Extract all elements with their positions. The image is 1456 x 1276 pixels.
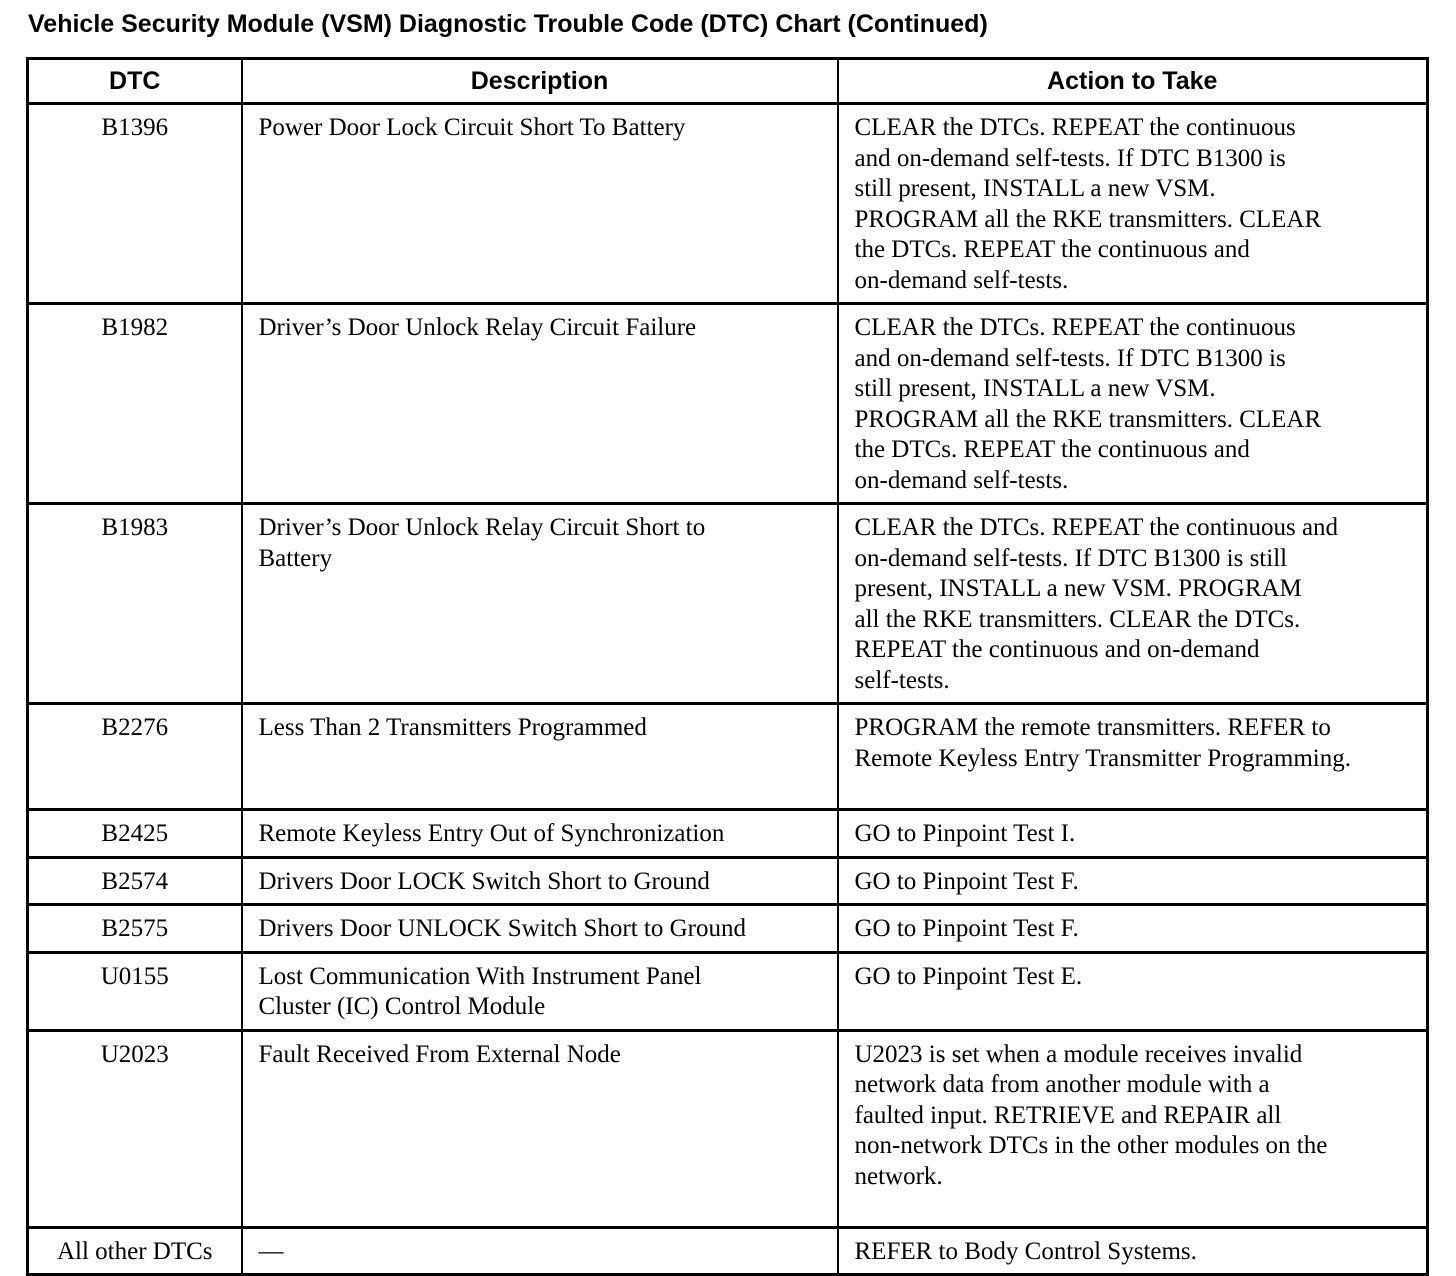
table-row (28, 905, 1428, 953)
action-cell: CLEAR the DTCs. REPEAT the continuous and on-demand self-tests. If DTC B1300 is still present, INSTALL a new VSM. PROGRAM all the RKE transmitters. CLEAR the DTCs. REPEAT the continuous and on-demand self-tests. (838, 504, 1428, 704)
description-cell: Drivers Door LOCK Switch Short to Ground (242, 857, 838, 905)
dtc-code-cell: U2023 (28, 1030, 242, 1227)
column-header-description: Description (242, 59, 838, 104)
description-cell: — (242, 1227, 838, 1275)
dtc-code-cell: B2276 (28, 704, 242, 810)
page-title: Vehicle Security Module (VSM) Diagnostic Trouble Code (DTC) Chart (Continued) (28, 10, 988, 38)
table-row (28, 857, 1428, 905)
table-row (28, 1030, 1428, 1227)
dtc-code-cell: U0155 (28, 952, 242, 1030)
column-header-dtc: DTC (28, 59, 242, 104)
action-cell: REFER to Body Control Systems. (838, 1227, 1428, 1275)
dtc-code-cell: B2425 (28, 810, 242, 858)
description-cell: Drivers Door UNLOCK Switch Short to Ground (242, 905, 838, 953)
table-row (28, 1227, 1428, 1275)
table-header-row (28, 59, 1428, 104)
dtc-code-cell: B1982 (28, 304, 242, 504)
table-row (28, 304, 1428, 504)
table-row (28, 104, 1428, 304)
dtc-code-cell: All other DTCs (28, 1227, 242, 1275)
dtc-code-cell: B2575 (28, 905, 242, 953)
description-cell: Lost Communication With Instrument Panel Cluster (IC) Control Module (242, 952, 838, 1030)
action-cell: GO to Pinpoint Test E. (838, 952, 1428, 1030)
dtc-code-cell: B1396 (28, 104, 242, 304)
dtc-table (26, 57, 1429, 1276)
action-cell: CLEAR the DTCs. REPEAT the continuous and on-demand self-tests. If DTC B1300 is still present, INSTALL a new VSM. PROGRAM all the RKE transmitters. CLEAR the DTCs. REPEAT the continuous and on-demand self-tests. (838, 304, 1428, 504)
table-row (28, 504, 1428, 704)
description-cell: Fault Received From External Node (242, 1030, 838, 1227)
description-cell: Driver’s Door Unlock Relay Circuit Short to Battery (242, 504, 838, 704)
column-header-action: Action to Take (838, 59, 1428, 104)
table-row (28, 704, 1428, 810)
description-cell: Driver’s Door Unlock Relay Circuit Failure (242, 304, 838, 504)
action-cell: GO to Pinpoint Test F. (838, 905, 1428, 953)
dtc-code-cell: B2574 (28, 857, 242, 905)
dtc-code-cell: B1983 (28, 504, 242, 704)
table-row (28, 952, 1428, 1030)
table-row (28, 810, 1428, 858)
action-cell: CLEAR the DTCs. REPEAT the continuous and on-demand self-tests. If DTC B1300 is still present, INSTALL a new VSM. PROGRAM all the RKE transmitters. CLEAR the DTCs. REPEAT the continuous and on-demand self-tests. (838, 104, 1428, 304)
action-cell: GO to Pinpoint Test F. (838, 857, 1428, 905)
description-cell: Power Door Lock Circuit Short To Battery (242, 104, 838, 304)
description-cell: Remote Keyless Entry Out of Synchronization (242, 810, 838, 858)
action-cell: PROGRAM the remote transmitters. REFER to Remote Keyless Entry Transmitter Programming. (838, 704, 1428, 810)
description-cell: Less Than 2 Transmitters Programmed (242, 704, 838, 810)
action-cell: GO to Pinpoint Test I. (838, 810, 1428, 858)
action-cell: U2023 is set when a module receives invalid network data from another module with a faulted input. RETRIEVE and REPAIR all non-network DTCs in the other modules on the network. (838, 1030, 1428, 1227)
